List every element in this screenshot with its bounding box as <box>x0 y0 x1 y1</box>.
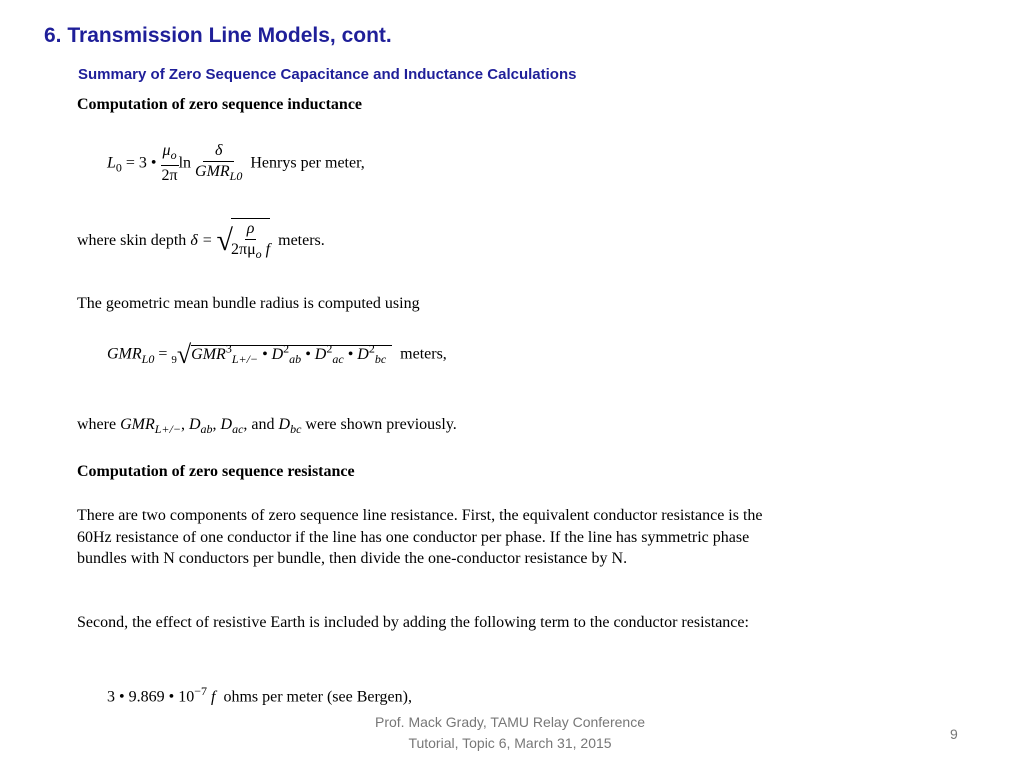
page-number: 9 <box>950 726 958 742</box>
eq-symbol: GMR <box>191 345 226 363</box>
footer-line-2: Tutorial, Topic 6, March 31, 2015 <box>408 735 612 751</box>
fraction <box>195 141 242 186</box>
eq-sub: o <box>170 148 177 163</box>
eq-unit: meters. <box>278 231 325 249</box>
sqrt-sign: √ <box>216 224 234 258</box>
eq-sup: 2 <box>283 341 290 356</box>
eq-symbol: GMR <box>120 416 155 433</box>
where-line <box>77 416 457 437</box>
footer <box>340 712 680 754</box>
eq-text: , and <box>243 416 275 433</box>
eq-sup: 2 <box>368 341 375 356</box>
eq-unit: ohms per meter (see Bergen), <box>223 688 412 706</box>
eq-sub: L0 <box>229 169 243 184</box>
heading-inductance: Computation of zero sequence inductance <box>77 96 363 113</box>
heading-resistance: Computation of zero sequence resistance <box>77 463 355 480</box>
eq-symbol: 3 • 9.869 • 10 <box>107 688 195 706</box>
eq-sub: ab <box>289 351 302 366</box>
eq-symbol: • D <box>347 345 369 363</box>
eq-symbol: • D <box>305 345 327 363</box>
slide-title: 6. Transmission Line Models, cont. <box>44 24 392 47</box>
root-index: 9 <box>171 353 177 366</box>
eq-symbol: D <box>220 416 233 433</box>
eq-sub: L0 <box>141 351 155 366</box>
footer-line-1: Prof. Mack Grady, TAMU Relay Conference <box>375 714 645 730</box>
eq-op: = 3 • <box>125 154 157 172</box>
equation-gmr <box>107 340 447 370</box>
eq-symbol: GMR <box>195 163 230 180</box>
eq-sub: ab <box>200 422 213 437</box>
eq-symbol: δ = <box>190 231 213 249</box>
sqrt-sign: √ <box>176 340 192 369</box>
eq-sub: bc <box>374 351 387 366</box>
fraction <box>231 218 270 264</box>
gmr-intro: The geometric mean bundle radius is computed using <box>77 295 420 312</box>
eq-sub: ac <box>232 422 244 437</box>
eq-symbol: • D <box>262 345 284 363</box>
paragraph-resistance-2: Second, the effect of resistive Earth is included by adding the following term to the conductor resistance: <box>77 614 749 631</box>
equation-earth-resistance <box>107 684 412 706</box>
eq-text: , <box>180 416 185 433</box>
slide-subtitle: Summary of Zero Sequence Capacitance and Inductance Calculations <box>78 66 577 83</box>
eq-sub: o <box>255 247 262 262</box>
eq-symbol: GMR <box>107 345 142 363</box>
eq-symbol: μ <box>162 142 171 159</box>
paragraph-resistance-1: There are two components of zero sequence line resistance. First, the equivalent conductor resistance is the 60Hz resistance of one conductor if the line has one conductor per phase. If the line has symmetric phase bundles with N conductors per bundle, then divide the one-conductor resistance by N. <box>77 507 763 567</box>
eq-symbol: D <box>278 416 291 433</box>
eq-text: were shown previously. <box>305 416 457 433</box>
eq-unit: meters, <box>400 345 447 363</box>
eq-text: , <box>212 416 217 433</box>
eq-sup: 2 <box>326 341 333 356</box>
eq-symbol: L <box>107 154 116 172</box>
eq-sup: −7 <box>194 684 207 698</box>
eq-symbol: δ <box>214 142 223 159</box>
eq-symbol: 2πμ <box>231 241 256 258</box>
radicand <box>191 341 392 366</box>
eq-symbol: D <box>188 416 201 433</box>
eq-symbol: f <box>210 688 216 706</box>
eq-op: ln <box>178 154 192 172</box>
equation-skin-depth <box>77 218 325 264</box>
eq-sub: L+/− <box>231 351 259 366</box>
eq-op: = <box>158 345 168 363</box>
eq-text: where skin depth <box>77 231 187 249</box>
eq-sub: 0 <box>115 160 122 175</box>
eq-text: where <box>77 416 117 433</box>
equation-inductance <box>107 141 365 186</box>
fraction <box>161 141 179 186</box>
eq-sub: ac <box>332 351 344 366</box>
eq-unit: Henrys per meter, <box>250 154 365 172</box>
eq-symbol: 2π <box>161 167 178 185</box>
eq-sub: bc <box>290 422 302 437</box>
eq-sup: 3 <box>225 341 232 356</box>
eq-symbol: f <box>265 241 271 258</box>
eq-symbol: ρ <box>246 220 255 237</box>
eq-sub: L+/− <box>154 422 181 437</box>
